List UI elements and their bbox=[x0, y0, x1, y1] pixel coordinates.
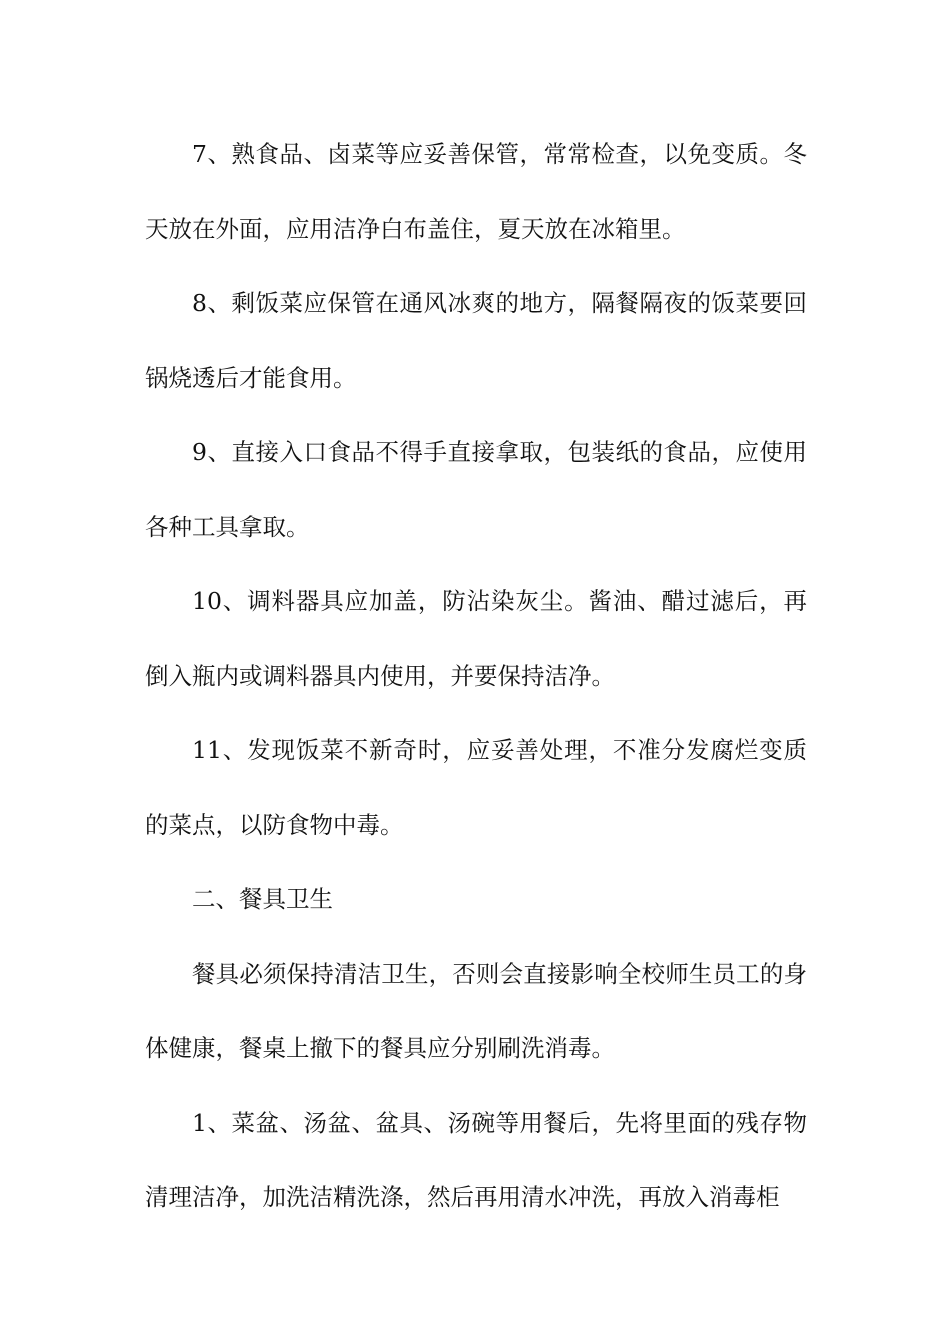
paragraph-cooked-food-storage: 7、熟食品、卤菜等应妥善保管，常常检查，以免变质。冬天放在外面，应用洁净白布盖住，夏天放在冰箱里。 bbox=[145, 140, 807, 243]
paragraph-condiment-containers: 10、调料器具应加盖，防沾染灰尘。酱油、醋过滤后，再倒入瓶内或调料器具内使用，并要保持洁净。 bbox=[145, 587, 807, 690]
paragraph-dish-washing: 1、菜盆、汤盆、盆具、汤碗等用餐后，先将里面的残存物清理洁净，加洗洁精洗涤，然后再用清水冲洗，再放入消毒柜 bbox=[145, 1108, 807, 1211]
paragraph-ready-to-eat-handling: 9、直接入口食品不得手直接拿取，包装纸的食品，应使用各种工具拿取。 bbox=[145, 438, 807, 541]
paragraph-leftovers: 8、剩饭菜应保管在通风冰爽的地方，隔餐隔夜的饭菜要回锅烧透后才能食用。 bbox=[145, 289, 807, 392]
section-heading-tableware-hygiene: 二、餐具卫生 bbox=[192, 885, 333, 913]
document-body bbox=[145, 117, 807, 1235]
paragraph-tableware-intro: 餐具必须保持清洁卫生，否则会直接影响全校师生员工的身体健康，餐桌上撤下的餐具应分别刷洗消毒。 bbox=[145, 959, 807, 1062]
paragraph-spoiled-food: 11、发现饭菜不新奇时，应妥善处理，不准分发腐烂变质的菜点，以防食物中毒。 bbox=[145, 736, 807, 839]
